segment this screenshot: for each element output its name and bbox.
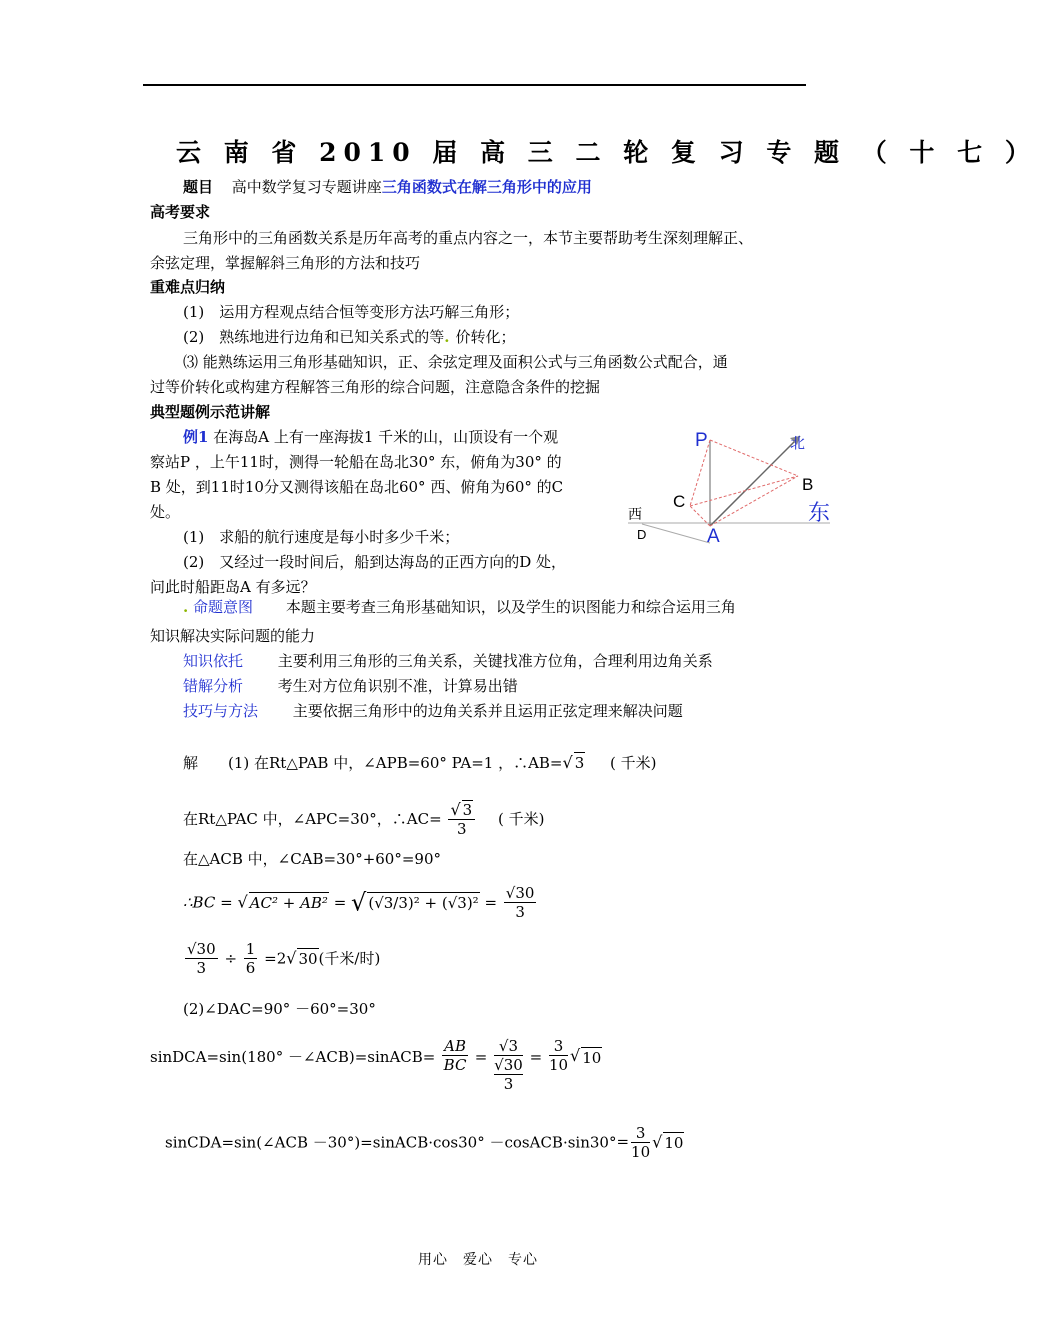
example1-label: 例1 [183, 428, 209, 446]
intent-text1: 本题主要考查三角形基础知识，以及学生的识图能力和综合运用三角 [285, 598, 736, 616]
topic-prefix: 高中数学复习专题讲座 [231, 178, 382, 196]
keypoints-heading: 重难点归纳 [150, 278, 226, 296]
step5-div: ÷ [224, 949, 238, 968]
step7-fraction3 [549, 1037, 568, 1074]
step7-rad: 10 [582, 1049, 602, 1067]
step2-unit: ( 千米) [497, 810, 545, 828]
requirements-line1: 三角形中的三角函数关系是历年高考的重点内容之一，本节主要帮助考生深刻理解正、 [183, 229, 754, 247]
solution-step3: 在△ACB 中，∠CAB=30°+60°=90° [183, 850, 442, 868]
solution-step4 [183, 884, 538, 921]
step7-f1-den: BC [443, 1056, 467, 1074]
step4-mid: (√3/3)² + (√3)² [368, 894, 479, 912]
topic-highlight: 三角函数式在解三角形中的应用 [381, 178, 592, 196]
example1-q2-line1: (2) 又经过一段时间后，船到达海岛的正西方向的D 处， [183, 553, 567, 571]
step7-f2-den-den: 3 [503, 1075, 514, 1093]
step2-den: 3 [457, 820, 467, 838]
line-CB [690, 476, 798, 506]
label-A: A [707, 526, 720, 547]
step4-num: √30 [505, 884, 535, 902]
error-text: 考生对方位角识别不准，计算易出错 [277, 677, 518, 695]
step5-num2: 1 [245, 940, 256, 958]
north-arrow-line [710, 436, 800, 526]
example1-line4: 处。 [150, 503, 181, 521]
example1-line3: B 处，到11时10分又测得该船在岛北60° 西、俯角为60° 的C [150, 478, 564, 496]
step2-fraction [448, 800, 475, 838]
step5-den: 3 [196, 959, 207, 977]
sqrt-icon: √ [286, 948, 297, 968]
solution-step5 [183, 940, 380, 977]
label-C: C [673, 492, 686, 511]
sqrt-icon: √ [570, 1046, 581, 1065]
step4-rad: AC² + AB² [249, 894, 328, 912]
step7-fraction1 [442, 1037, 468, 1074]
step5-den2: 6 [245, 959, 256, 977]
error-line [183, 676, 518, 696]
examples-heading: 典型题例示范讲解 [150, 403, 271, 421]
step4-den: 3 [515, 903, 525, 921]
method-text: 主要依据三角形中的边角关系并且运用正弦定理来解决问题 [292, 702, 683, 720]
topic-label: 题目 [183, 178, 214, 196]
step4-fraction [504, 884, 537, 921]
intent-label: 命题意图 [193, 598, 254, 616]
geometry-diagram [620, 418, 835, 548]
example1-q2-line2: 问此时船距岛A 有多远？ [150, 578, 316, 596]
step5-rad: 30 [298, 950, 318, 968]
step8-lhs: sinCDA=sin(∠ACB －30°)=sinACB·cos30° －cosACB·sin30° [165, 1133, 617, 1152]
example1-q1: (1) 求船的航行速度是每小时多少千米； [183, 528, 460, 546]
step5-unit: (千米/时) [318, 949, 381, 968]
step5-fraction1 [185, 940, 218, 977]
mark-dot: . [444, 328, 450, 346]
step7-f2-den-num: √30 [494, 1056, 523, 1074]
method-line [183, 701, 683, 721]
keypoint-1: (1) 运用方程观点结合恒等变形方法巧解三角形； [183, 303, 520, 321]
label-north: 北 [790, 435, 806, 452]
step7-f3-den: 10 [548, 1056, 569, 1074]
example1-line1 [183, 427, 558, 447]
keypoint-2-a: (2) 熟练地进行边角和已知关系式的等 [183, 328, 445, 346]
step8-den: 10 [631, 1143, 651, 1161]
step1-unit: ( 千米) [610, 754, 657, 772]
intent-text2: 知识解决实际问题的能力 [150, 627, 316, 645]
topic-line [183, 177, 592, 197]
keypoint-3-line1: ⑶ 能熟练运用三角形基础知识，正、余弦定理及面积公式与三角函数公式配合，通 [183, 353, 728, 371]
basis-text: 主要利用三角形的三角关系，关键找准方位角，合理利用边角关系 [277, 652, 713, 670]
header-rule [143, 84, 806, 86]
step8-rad: 10 [664, 1134, 684, 1152]
step1-radicand: 3 [574, 754, 585, 772]
line-PB [710, 440, 798, 476]
step5-num: √30 [187, 940, 216, 958]
keypoint-2 [183, 327, 516, 347]
step8-fraction [631, 1124, 650, 1161]
sqrt-icon: √ [237, 892, 248, 912]
step8-num: 3 [631, 1124, 650, 1143]
label-P: P [695, 430, 708, 451]
basis-label: 知识依托 [183, 652, 244, 670]
keypoint-3-line2: 过等价转化或构建方程解答三角形的综合问题，注意隐含条件的挖掘 [150, 378, 601, 396]
sqrt-icon: √ [652, 1132, 663, 1152]
step7-f2-num: √3 [494, 1037, 523, 1056]
line-AD [642, 524, 710, 543]
step4-eq2: = [479, 893, 502, 912]
step7-f1-num: AB [444, 1037, 466, 1055]
step7-f3-num: 3 [549, 1037, 568, 1056]
example1-text1: 在海岛A 上有一座海拔1 千米的山，山顶设有一个观 [213, 428, 559, 446]
mark-dot: . [183, 598, 189, 616]
step5-rhs: =2 [264, 949, 287, 968]
step4-lhs: ∴BC = [183, 893, 238, 912]
step5-fraction2 [244, 940, 258, 977]
step7-fraction2 [494, 1037, 523, 1093]
sqrt-icon: √ [450, 800, 461, 819]
label-east: 东 [808, 500, 831, 525]
step7-lhs: sinDCA=sin(180° －∠ACB)=sinACB= [150, 1048, 436, 1066]
label-B: B [802, 475, 814, 494]
solution-step7: sinDCA=sin(180° －∠ACB)=sinACB= $\frac{AB}{BC}$ = √3 √30 3 = $\frac{3}{10}$ √ 10 [150, 1037, 602, 1093]
solution-step6: (2)∠DAC=90° －60°=30° [183, 1000, 376, 1018]
solution-step2 [183, 800, 544, 838]
basis-line [183, 651, 713, 671]
requirements-heading: 高考要求 [150, 203, 211, 221]
label-west: 西 [628, 506, 642, 522]
example1-line2: 察站P ，上午11时，测得一轮船在岛北30° 东，俯角为30° 的 [150, 453, 562, 471]
step2-text: 在Rt△PAC 中，∠APC=30°，∴AC= [183, 810, 442, 828]
solution-step1 [183, 752, 657, 773]
line-AB [710, 476, 798, 526]
solution-step8: sinCDA=sin(∠ACB －30°)=sinACB·cos30° －cosACB·sin30°= $\frac{3}{10}$ √ 10 [165, 1124, 684, 1161]
sqrt-icon: √ [562, 753, 573, 772]
error-label: 错解分析 [183, 677, 244, 695]
page-footer: 用心 爱心 专心 [418, 1252, 538, 1268]
step2-num: 3 [462, 801, 473, 819]
sqrt-icon: √ [351, 888, 367, 917]
keypoint-2-b: 价转化； [455, 328, 516, 346]
label-D: D [637, 527, 647, 542]
step1-text: 解 (1) 在Rt△PAB 中，∠APB=60° PA=1 ，∴AB= [183, 754, 563, 772]
requirements-line2: 余弦定理，掌握解斜三角形的方法和技巧 [150, 254, 421, 272]
step4-eq: = [328, 893, 352, 912]
method-label: 技巧与方法 [183, 702, 259, 720]
page-title: 云 南 省 2010 届 高 三 二 轮 复 习 专 题 （ 十 七 ） [176, 138, 1037, 167]
intent-line [183, 597, 736, 617]
